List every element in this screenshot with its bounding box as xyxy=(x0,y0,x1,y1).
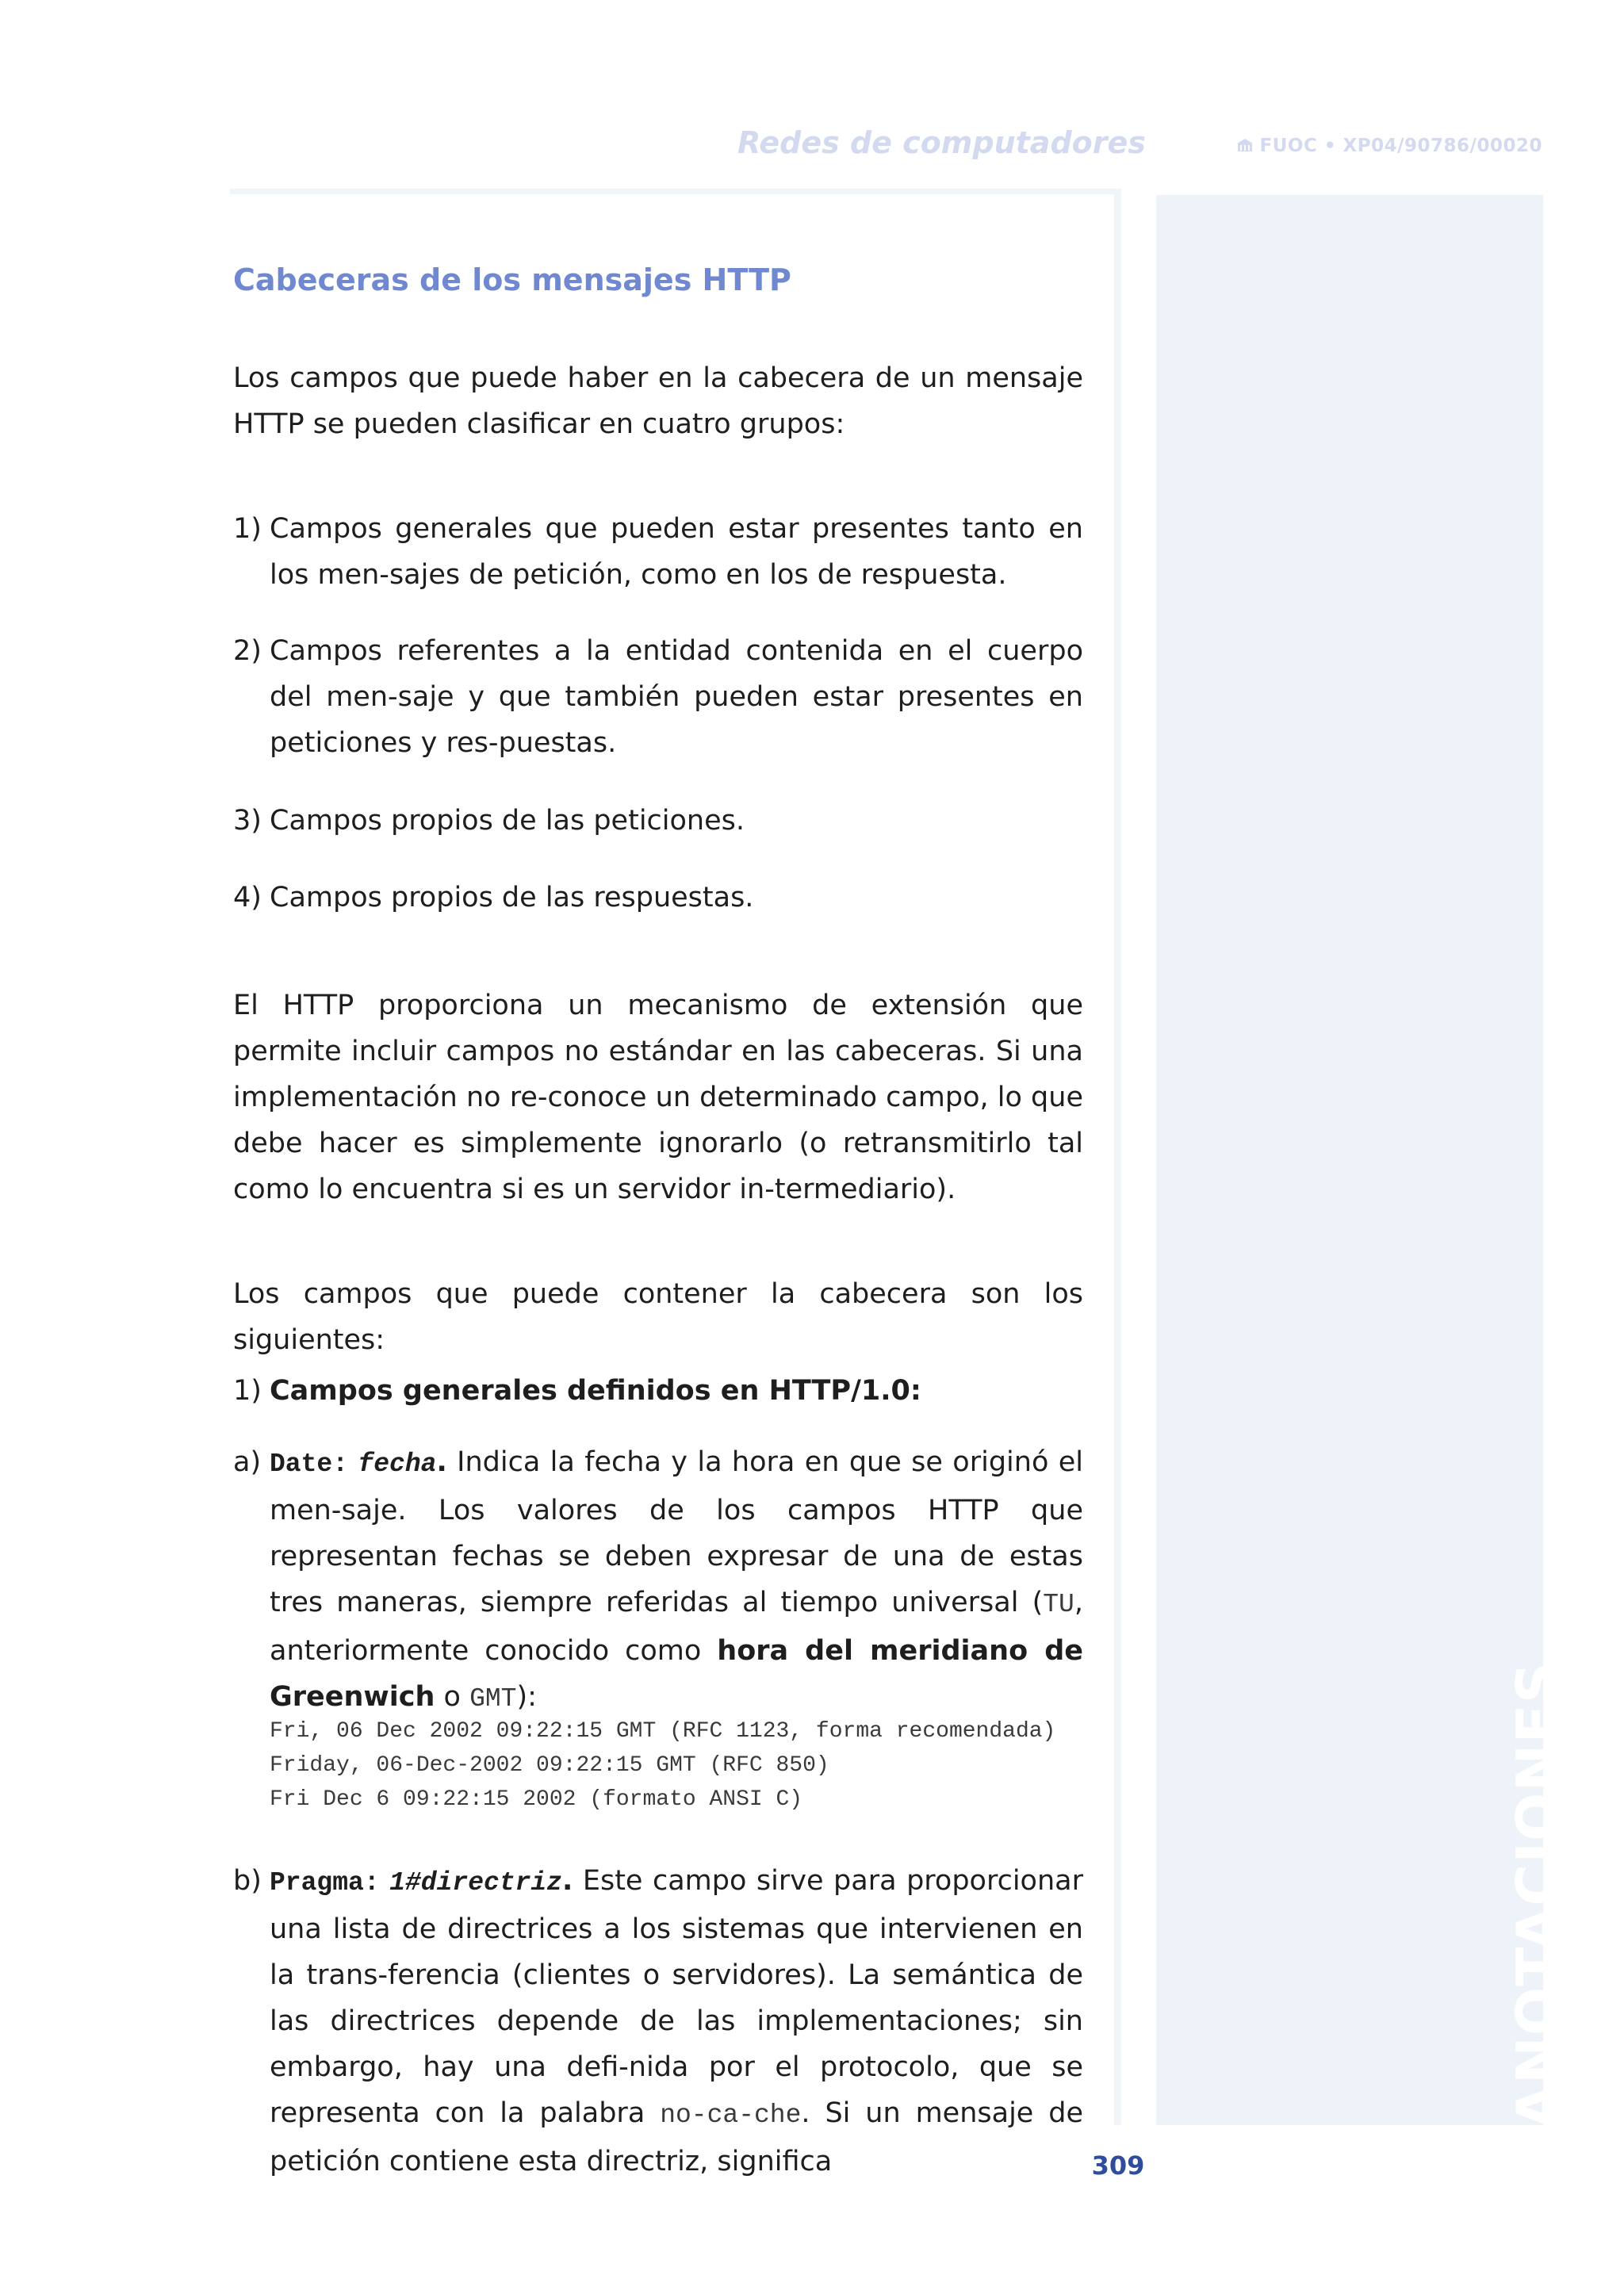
group-number: 2) xyxy=(233,635,262,667)
item-text: . Si un mensaje de petición contiene esta directriz, significa xyxy=(270,2097,1083,2177)
group-text: Campos propios de las peticiones. xyxy=(270,805,745,837)
heading-text: Campos generales definidos en HTTP/1.0: xyxy=(270,1375,921,1407)
group-text: Campos generales que pueden estar presentes tanto en los men-sajes de petición, como en los de respuesta. xyxy=(270,513,1083,591)
item-label: b) xyxy=(233,1865,262,1897)
field-value: 1#directriz xyxy=(389,1868,563,1898)
group-number: 3) xyxy=(233,805,262,837)
group-item-4 xyxy=(233,875,1083,921)
item-text: Indica la fecha y la hora en que se originó el men-saje. Los valores de los campos HTTP que representan fechas se deben expresar de una de estas tres maneras, siempre referidas al tiempo universal ( xyxy=(270,1446,1083,1618)
code-no-cache: no-ca-che xyxy=(660,2101,802,2130)
extension-paragraph: El HTTP proporciona un mecanismo de extensión que permite incluir campos no estándar en las cabeceras. Si una implementación no re-conoce un determinado campo, lo que debe hacer es simplemente ignorarlo (o retransmitirlo tal como lo encuentra si es un servidor in-termediario). xyxy=(233,990,1083,1205)
publication-code xyxy=(1237,136,1542,156)
code-tu: TU xyxy=(1043,1590,1074,1619)
field-name: Date: xyxy=(270,1450,349,1479)
group-text: Campos referentes a la entidad contenida en el cuerpo del men-saje y que también pueden estar presentes en peticiones y res-puestas. xyxy=(270,635,1083,759)
group-number: 1) xyxy=(233,513,262,545)
date-examples xyxy=(270,1714,1055,1817)
fuoc-logo-icon xyxy=(1237,139,1253,152)
bold-term: hora del meridiano de Greenwich xyxy=(270,1635,1083,1713)
section-title: Cabeceras de los mensajes HTTP xyxy=(233,262,791,297)
header-rule xyxy=(230,189,1121,194)
intro-paragraph: Los campos que puede haber en la cabecera de un mensaje HTTP se pueden clasificar en cuatro grupos: xyxy=(233,362,1083,440)
publication-code-text: FUOC • XP04/90786/00020 xyxy=(1259,136,1542,156)
group-item-3 xyxy=(233,798,1083,844)
group-text: Campos propios de las respuestas. xyxy=(270,882,754,913)
heading-number: 1) xyxy=(233,1375,262,1407)
field-dot: . xyxy=(436,1446,447,1478)
date-example-line: Fri, 06 Dec 2002 09:22:15 GMT (RFC 1123, forma recomendada) xyxy=(270,1719,1056,1744)
item-text: Este campo sirve para proporcionar una lista de directrices a los sistemas que intervienen en la trans-ferencia (clientes o servidores). La semántica de las directrices depende de las implementaciones; sin embargo, hay una defi-nida por el protocolo, que se representa con la palabra xyxy=(270,1865,1083,2129)
group-number: 4) xyxy=(233,882,262,913)
group-item-2 xyxy=(233,628,1083,766)
field-item-date xyxy=(233,1439,1083,1722)
field-value: fecha xyxy=(358,1450,437,1479)
group-item-1 xyxy=(233,506,1083,598)
item-text: ): xyxy=(516,1681,537,1713)
general-fields-heading xyxy=(233,1368,1083,1414)
code-gmt: GMT xyxy=(469,1684,517,1714)
fields-intro-paragraph: Los campos que puede contener la cabecera son los siguientes: xyxy=(233,1278,1083,1356)
annotations-label: ANOTACIONES xyxy=(1504,1661,1571,2129)
book-title: Redes de computadores xyxy=(737,125,1146,160)
item-label: a) xyxy=(233,1446,262,1478)
page-number: 309 xyxy=(1091,2150,1145,2181)
column-rule xyxy=(1114,189,1121,2125)
date-example-line: Fri Dec 6 09:22:15 2002 (formato ANSI C) xyxy=(270,1787,803,1812)
annotations-panel xyxy=(1156,195,1543,2125)
item-text: o xyxy=(435,1681,470,1713)
field-dot: . xyxy=(562,1865,573,1897)
field-name: Pragma: xyxy=(270,1868,380,1898)
item-text: , anteriormente conocido como xyxy=(270,1587,1083,1667)
date-example-line: Friday, 06-Dec-2002 09:22:15 GMT (RFC 850) xyxy=(270,1753,829,1778)
field-item-pragma xyxy=(233,1858,1083,2185)
